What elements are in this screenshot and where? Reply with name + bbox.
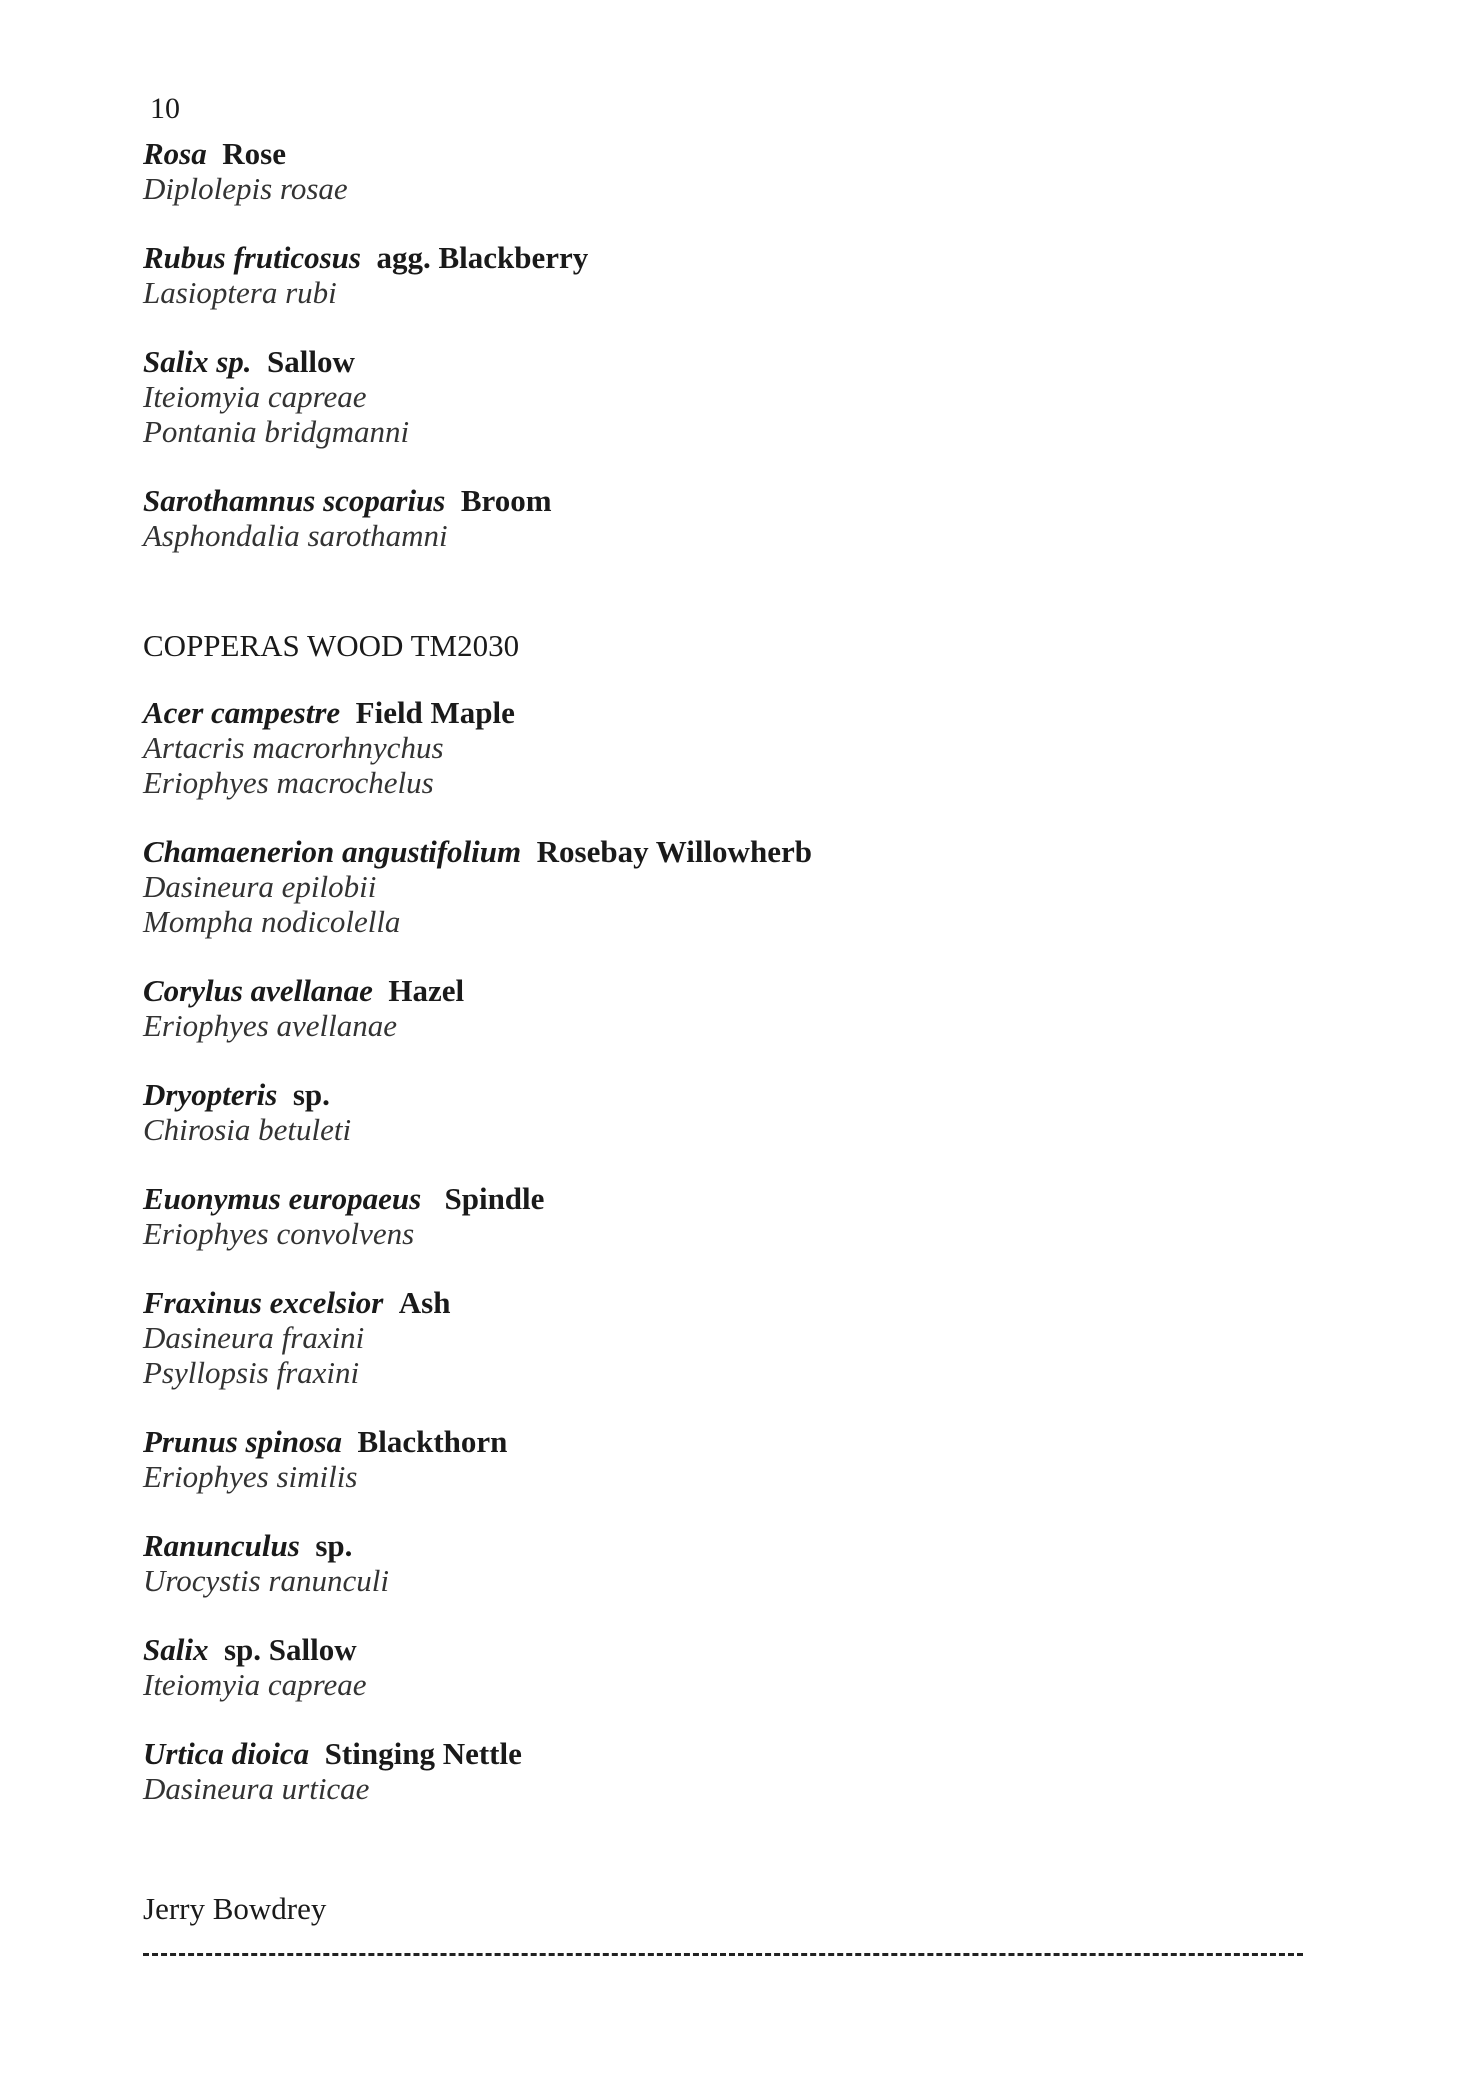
gall-species: Psyllopsis fraxini [143, 1355, 360, 1390]
host-plant [143, 1285, 812, 1320]
separator-line [143, 1953, 1303, 1956]
gall-species: Diplolepis rosae [143, 171, 348, 206]
host-scientific-name: Sarothamnus scoparius [143, 483, 446, 518]
gall-species: Eriophyes similis [143, 1459, 358, 1494]
page-number: 10 [150, 92, 180, 125]
host-plant [143, 344, 588, 379]
host-common-name: Hazel [388, 973, 465, 1008]
host-entry [143, 834, 812, 939]
host-common-name: sp. Sallow [223, 1632, 357, 1667]
gall-species: Asphondalia sarothamni [143, 518, 448, 553]
section-entries [143, 695, 812, 1840]
host-entry [143, 136, 588, 206]
section-heading: COPPERAS WOOD TM2030 [143, 628, 520, 663]
host-entry [143, 1424, 812, 1494]
host-common-name: agg. Blackberry [376, 240, 589, 275]
host-scientific-name: Salix [143, 1632, 209, 1667]
gall-species: Dasineura fraxini [143, 1320, 365, 1355]
host-plant [143, 1736, 812, 1771]
host-common-name: Broom [460, 483, 552, 518]
gall-species: Mompha nodicolella [143, 904, 401, 939]
host-plant [143, 834, 812, 869]
host-entry [143, 973, 812, 1043]
host-entry [143, 1285, 812, 1390]
entries-top [143, 136, 588, 587]
host-entry [143, 240, 588, 310]
host-plant [143, 240, 588, 275]
host-entry [143, 344, 588, 449]
host-entry [143, 1181, 812, 1251]
host-scientific-name: Urtica dioica [143, 1736, 310, 1771]
gall-species: Iteiomyia capreae [143, 379, 367, 414]
host-plant [143, 1528, 812, 1563]
host-entry [143, 1077, 812, 1147]
host-common-name: Spindle [436, 1181, 545, 1216]
host-scientific-name: Dryopteris [143, 1077, 278, 1112]
host-plant [143, 136, 588, 171]
gall-species: Dasineura epilobii [143, 869, 377, 904]
host-plant [143, 1424, 812, 1459]
host-scientific-name: Chamaenerion angustifolium [143, 834, 522, 869]
host-common-name: sp. [292, 1077, 330, 1112]
host-scientific-name: Rubus fruticosus [143, 240, 361, 275]
host-entry [143, 1736, 812, 1806]
host-scientific-name: Euonymus europaeus [143, 1181, 422, 1216]
host-plant [143, 1181, 812, 1216]
gall-species: Chirosia betuleti [143, 1112, 352, 1147]
host-scientific-name: Corylus avellanae [143, 973, 373, 1008]
host-plant [143, 973, 812, 1008]
host-scientific-name: Fraxinus excelsior [143, 1285, 384, 1320]
host-entry [143, 483, 588, 553]
host-common-name: Ash [398, 1285, 451, 1320]
host-entry [143, 695, 812, 800]
host-scientific-name: Salix sp. [143, 344, 252, 379]
host-common-name: Rose [222, 136, 286, 171]
host-common-name: Stinging Nettle [324, 1736, 522, 1771]
gall-species: Urocystis ranunculi [143, 1563, 389, 1598]
host-entry [143, 1528, 812, 1598]
host-scientific-name: Prunus spinosa [143, 1424, 343, 1459]
author: Jerry Bowdrey [143, 1891, 327, 1926]
host-common-name: Blackthorn [357, 1424, 508, 1459]
host-scientific-name: Acer campestre [143, 695, 341, 730]
host-scientific-name: Ranunculus [143, 1528, 300, 1563]
gall-species: Eriophyes macrochelus [143, 765, 434, 800]
gall-species: Pontania bridgmanni [143, 414, 410, 449]
host-common-name: sp. [315, 1528, 353, 1563]
gall-species: Iteiomyia capreae [143, 1667, 367, 1702]
gall-species: Eriophyes avellanae [143, 1008, 397, 1043]
host-plant [143, 695, 812, 730]
host-scientific-name: Rosa [143, 136, 207, 171]
gall-species: Lasioptera rubi [143, 275, 337, 310]
host-plant [143, 1077, 812, 1112]
host-plant [143, 1632, 812, 1667]
host-plant [143, 483, 588, 518]
gall-species: Dasineura urticae [143, 1771, 370, 1806]
gall-species: Artacris macrorhnychus [143, 730, 444, 765]
host-common-name: Rosebay Willowherb [536, 834, 812, 869]
host-common-name: Sallow [267, 344, 355, 379]
host-common-name: Field Maple [355, 695, 515, 730]
host-entry [143, 1632, 812, 1702]
gall-species: Eriophyes convolvens [143, 1216, 415, 1251]
